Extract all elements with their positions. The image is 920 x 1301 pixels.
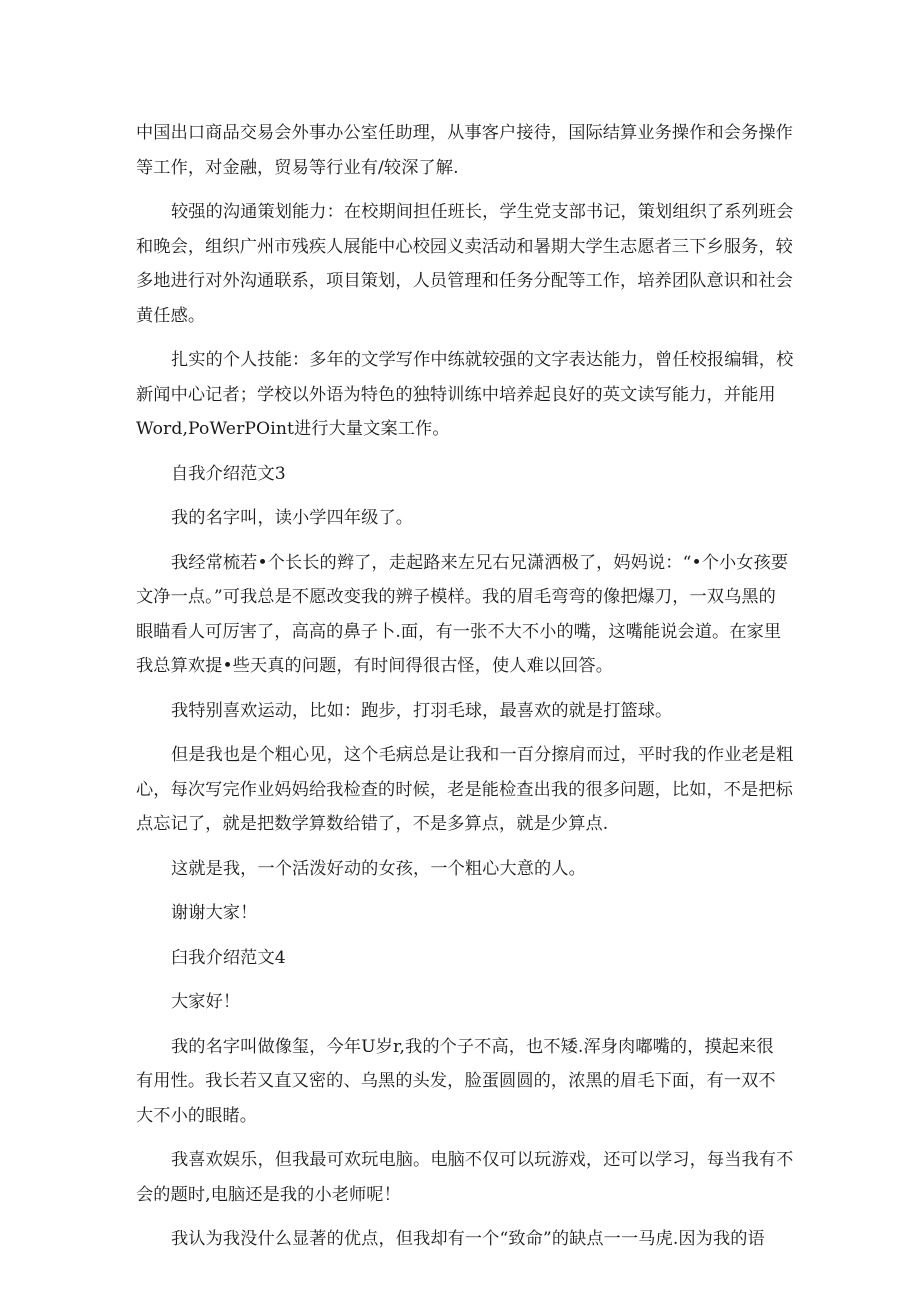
paragraph-name-grade	[136, 501, 786, 536]
paragraph-thanks	[136, 896, 786, 931]
paragraph-communication-skills	[136, 195, 794, 333]
text-line: 但是我也是个粗心见，这个毛病总是让我和一百分擦肩而过，平时我的作业老是粗	[171, 745, 794, 765]
text-line: 有用性。我长若又直又密的、乌黑的头发，脸蛋圆圆的，浓黑的眉毛下面，有一双不	[136, 1071, 776, 1091]
document-body	[136, 116, 794, 1267]
paragraph-hobbies	[136, 1143, 794, 1212]
text-line: 心，每次写完作业妈妈给我检查的时候，老是能检查出我的很多问题，比如，不是把标	[136, 779, 793, 800]
text-line: 大不小的眼睹。	[136, 1105, 258, 1126]
paragraph-shortcoming	[136, 1222, 786, 1257]
text-line: Word,PoWerPOint进行大量文案工作。	[136, 419, 450, 439]
text-line: 中国出口商品交易会外事办公室任助理，从事客户接待，国际结算业务操作和会务操作	[136, 123, 793, 143]
text-line: 这就是我，一个活泼好动的女孩，一个粗心大意的人。	[171, 858, 586, 879]
paragraph-appearance	[136, 546, 789, 684]
text-line: 我的名字叫，读小学四年级了。	[171, 508, 414, 528]
paragraph-greeting	[136, 985, 786, 1020]
text-line: 我特别喜欢运动，比如：跑步，打羽毛球，最喜欢的就是打篮球。	[171, 700, 673, 721]
text-line: 我的名字叫做像玺，今年U岁r,我的个子不高，也不矮.浑身肉嘟嘴的，摸起来很	[171, 1036, 774, 1057]
text-line: 多地进行对外沟通联系，项目策划，人员管理和任务分配等工作，培养团队意识和社会	[136, 271, 793, 291]
section-heading-sample-3	[136, 457, 786, 492]
paragraph-sports	[136, 694, 786, 729]
paragraph-carelessness	[136, 738, 794, 842]
paragraph-personal-skills	[136, 343, 794, 447]
paragraph-self-description	[136, 1030, 786, 1134]
text-line: 黄任感。	[136, 305, 206, 326]
text-line: 文净一点。”可我总是不愿改变我的辨子模样。我的眉毛弯弯的像把爆刀，一双乌黑的	[136, 587, 776, 607]
text-line: 自我介绍范文3	[171, 463, 286, 484]
text-line: 会的题时,电脑还是我的小老师呢！	[136, 1184, 401, 1205]
text-line: 点忘记了，就是把数学算数给错了，不是多算点，就是少算点.	[136, 814, 609, 834]
text-line: 我认为我没什么显著的优点，但我却有一个“致命”的缺点一一马虎.因为我的语	[171, 1229, 765, 1249]
paragraph-work-experience	[136, 116, 793, 185]
text-line: 谢谢大家！	[171, 903, 258, 923]
text-line: 新闻中心记者；学校以外语为特色的独特训练中培养起良好的英文读写能力，并能用	[136, 384, 776, 405]
text-line: 和晚会，组织广州市残疾人展能中心校园义卖活动和暑期大学生志愿者三下乡服务，较	[136, 236, 793, 257]
section-heading-sample-4	[136, 941, 786, 976]
text-line: 眼瞄看人可厉害了，高高的鼻子卜.面，有一张不大不小的嘴，这嘴能说会道。在家里	[136, 621, 782, 642]
text-line: 我经常梳若•个长长的辫了，走起路来左兄右兄潇洒极了，妈妈说：“•个小女孩要	[171, 552, 789, 573]
text-line: 臼我介绍范文4	[171, 947, 286, 968]
text-line: 大家好！	[171, 992, 241, 1012]
text-line: 较强的沟通策划能力：在校期间担任班长，学生党支部书记，策划组织了系列班会	[171, 202, 794, 222]
text-line: 我喜欢娱乐，但我最可欢玩电脑。电脑不仅可以玩游戏，还可以学习，每当我有不	[171, 1150, 794, 1170]
text-line: 等工作，对金融，贸易等行业有/较深了解.	[136, 157, 459, 178]
text-line: 扎实的个人技能：多年的文学写作中练就较强的文字表达能力，曾任校报编辑，校	[171, 350, 794, 370]
paragraph-summary	[136, 852, 786, 887]
text-line: 我总算欢提•些天真的问题，有时间得很古怪，使人难以回答。	[136, 656, 614, 676]
